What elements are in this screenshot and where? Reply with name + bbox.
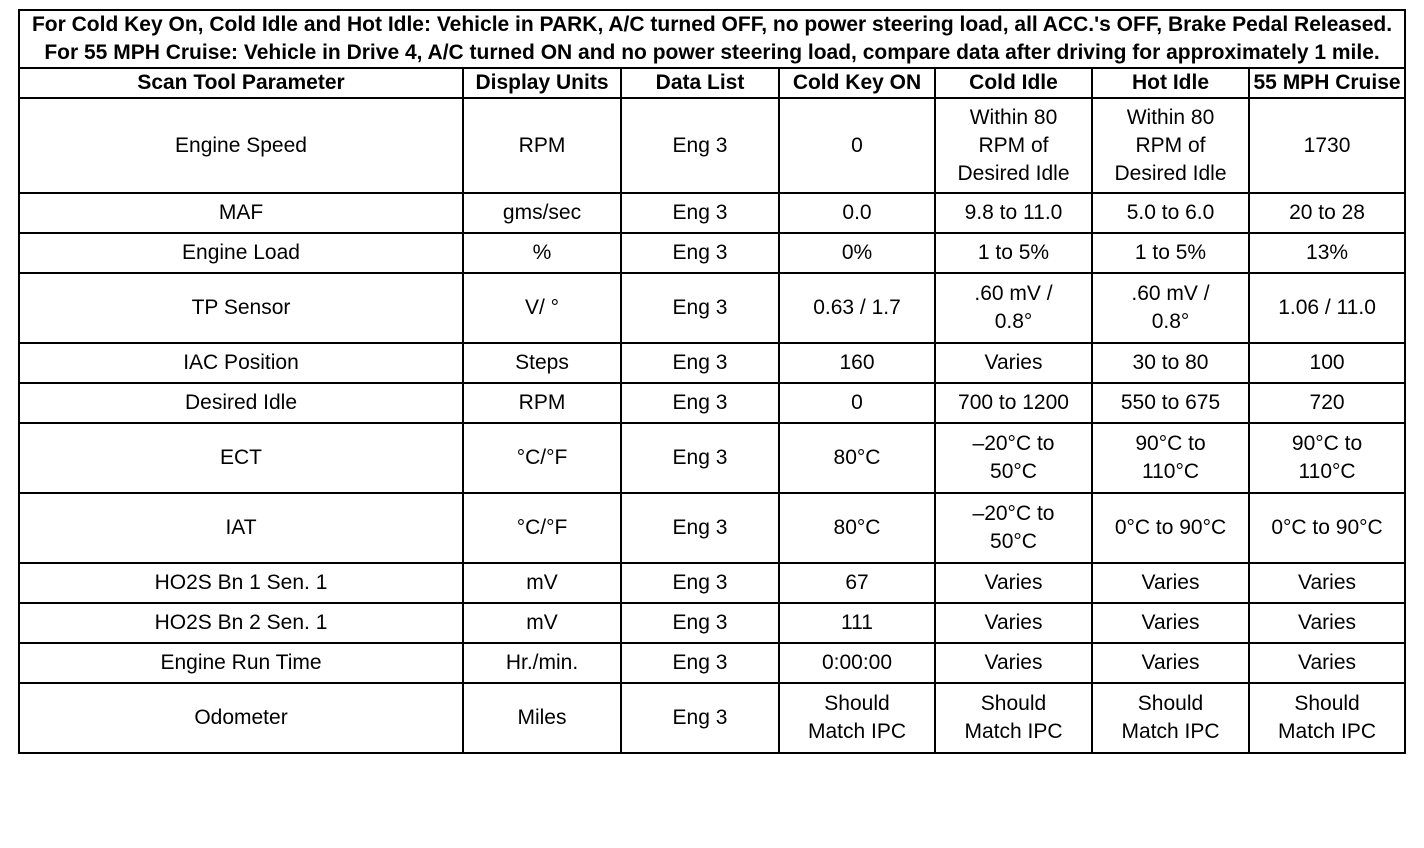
data-list-cell: Eng 3: [621, 493, 779, 563]
cold-key-on-cell: 0: [779, 98, 935, 193]
header-cold-idle: Cold Idle: [935, 68, 1092, 98]
scan-tool-data-table: [18, 9, 1406, 754]
units-cell: RPM: [463, 98, 621, 193]
table-row-ho2s-bn1-sen1: [19, 563, 1405, 603]
parameter-cell: Engine Run Time: [19, 643, 463, 683]
cold-idle-cell: –20°C to 50°C: [935, 493, 1092, 563]
hot-idle-cell: 90°C to 110°C: [1092, 423, 1249, 493]
cold-idle-cell: Within 80 RPM of Desired Idle: [935, 98, 1092, 193]
hot-idle-cell: Should Match IPC: [1092, 683, 1249, 753]
cold-idle-cell: 700 to 1200: [935, 383, 1092, 423]
hot-idle-cell: Varies: [1092, 563, 1249, 603]
cruise-cell: 1730: [1249, 98, 1405, 193]
cold-key-on-cell: Should Match IPC: [779, 683, 935, 753]
cold-key-on-cell: 0:00:00: [779, 643, 935, 683]
cold-idle-cell: Varies: [935, 563, 1092, 603]
units-cell: Miles: [463, 683, 621, 753]
hot-idle-cell: .60 mV / 0.8°: [1092, 273, 1249, 343]
data-list-cell: Eng 3: [621, 603, 779, 643]
cruise-cell: 1.06 / 11.0: [1249, 273, 1405, 343]
cold-idle-cell: Varies: [935, 643, 1092, 683]
cruise-cell: Varies: [1249, 603, 1405, 643]
header-row: [19, 68, 1405, 98]
parameter-cell: Engine Speed: [19, 98, 463, 193]
header-55-mph-cruise: 55 MPH Cruise: [1249, 68, 1405, 98]
hot-idle-cell: 5.0 to 6.0: [1092, 193, 1249, 233]
parameter-cell: Odometer: [19, 683, 463, 753]
units-cell: mV: [463, 563, 621, 603]
units-cell: V/ °: [463, 273, 621, 343]
hot-idle-cell: 0°C to 90°C: [1092, 493, 1249, 563]
cold-idle-cell: 9.8 to 11.0: [935, 193, 1092, 233]
cruise-cell: Should Match IPC: [1249, 683, 1405, 753]
table-row-ho2s-bn2-sen1: [19, 603, 1405, 643]
header-hot-idle: Hot Idle: [1092, 68, 1249, 98]
table-row-desired-idle: [19, 383, 1405, 423]
cold-key-on-cell: 111: [779, 603, 935, 643]
data-list-cell: Eng 3: [621, 383, 779, 423]
hot-idle-cell: 1 to 5%: [1092, 233, 1249, 273]
cold-key-on-cell: 160: [779, 343, 935, 383]
data-list-cell: Eng 3: [621, 423, 779, 493]
data-list-cell: Eng 3: [621, 683, 779, 753]
parameter-cell: Engine Load: [19, 233, 463, 273]
table-row-odometer: [19, 683, 1405, 753]
data-list-cell: Eng 3: [621, 343, 779, 383]
data-list-cell: Eng 3: [621, 643, 779, 683]
scan-tool-data-document: [18, 9, 1404, 754]
cold-idle-cell: Should Match IPC: [935, 683, 1092, 753]
cold-key-on-cell: 0.63 / 1.7: [779, 273, 935, 343]
parameter-cell: IAC Position: [19, 343, 463, 383]
cold-idle-cell: –20°C to 50°C: [935, 423, 1092, 493]
data-list-cell: Eng 3: [621, 233, 779, 273]
units-cell: %: [463, 233, 621, 273]
cold-idle-cell: .60 mV / 0.8°: [935, 273, 1092, 343]
header-scan-tool-parameter: Scan Tool Parameter: [19, 68, 463, 98]
header-data-list: Data List: [621, 68, 779, 98]
units-cell: RPM: [463, 383, 621, 423]
cold-idle-cell: Varies: [935, 603, 1092, 643]
hot-idle-cell: 550 to 675: [1092, 383, 1249, 423]
cruise-cell: 90°C to 110°C: [1249, 423, 1405, 493]
table-row-engine-run-time: [19, 643, 1405, 683]
cold-key-on-cell: 0%: [779, 233, 935, 273]
cold-key-on-cell: 0: [779, 383, 935, 423]
table-row-maf: [19, 193, 1405, 233]
table-row-tp-sensor: [19, 273, 1405, 343]
units-cell: °C/°F: [463, 493, 621, 563]
cold-key-on-cell: 0.0: [779, 193, 935, 233]
cold-key-on-cell: 80°C: [779, 493, 935, 563]
data-list-cell: Eng 3: [621, 193, 779, 233]
table-row-engine-load: [19, 233, 1405, 273]
units-cell: gms/sec: [463, 193, 621, 233]
data-list-cell: Eng 3: [621, 563, 779, 603]
units-cell: mV: [463, 603, 621, 643]
cruise-cell: 20 to 28: [1249, 193, 1405, 233]
table-row-engine-speed: [19, 98, 1405, 193]
table-row-iat: [19, 493, 1405, 563]
table-row-iac-position: [19, 343, 1405, 383]
cruise-cell: 0°C to 90°C: [1249, 493, 1405, 563]
parameter-cell: IAT: [19, 493, 463, 563]
cruise-cell: 720: [1249, 383, 1405, 423]
units-cell: °C/°F: [463, 423, 621, 493]
parameter-cell: HO2S Bn 2 Sen. 1: [19, 603, 463, 643]
parameter-cell: HO2S Bn 1 Sen. 1: [19, 563, 463, 603]
test-conditions-note: For Cold Key On, Cold Idle and Hot Idle: Vehicle in PARK, A/C turned OFF, no power steering load, all ACC.'s OFF, Brake Pedal Released. For 55 MPH Cruise: Vehicle in Drive 4, A/C turned ON and no power steering load, compare data after driving for approximately 1 mile.: [19, 10, 1405, 68]
cold-key-on-cell: 67: [779, 563, 935, 603]
parameter-cell: MAF: [19, 193, 463, 233]
cold-key-on-cell: 80°C: [779, 423, 935, 493]
hot-idle-cell: Within 80 RPM of Desired Idle: [1092, 98, 1249, 193]
hot-idle-cell: Varies: [1092, 603, 1249, 643]
parameter-cell: ECT: [19, 423, 463, 493]
units-cell: Hr./min.: [463, 643, 621, 683]
data-list-cell: Eng 3: [621, 98, 779, 193]
cruise-cell: Varies: [1249, 563, 1405, 603]
table-row-ect: [19, 423, 1405, 493]
cruise-cell: 13%: [1249, 233, 1405, 273]
data-list-cell: Eng 3: [621, 273, 779, 343]
hot-idle-cell: Varies: [1092, 643, 1249, 683]
hot-idle-cell: 30 to 80: [1092, 343, 1249, 383]
cold-idle-cell: Varies: [935, 343, 1092, 383]
parameter-cell: Desired Idle: [19, 383, 463, 423]
units-cell: Steps: [463, 343, 621, 383]
cruise-cell: Varies: [1249, 643, 1405, 683]
cruise-cell: 100: [1249, 343, 1405, 383]
header-display-units: Display Units: [463, 68, 621, 98]
cold-idle-cell: 1 to 5%: [935, 233, 1092, 273]
header-cold-key-on: Cold Key ON: [779, 68, 935, 98]
parameter-cell: TP Sensor: [19, 273, 463, 343]
